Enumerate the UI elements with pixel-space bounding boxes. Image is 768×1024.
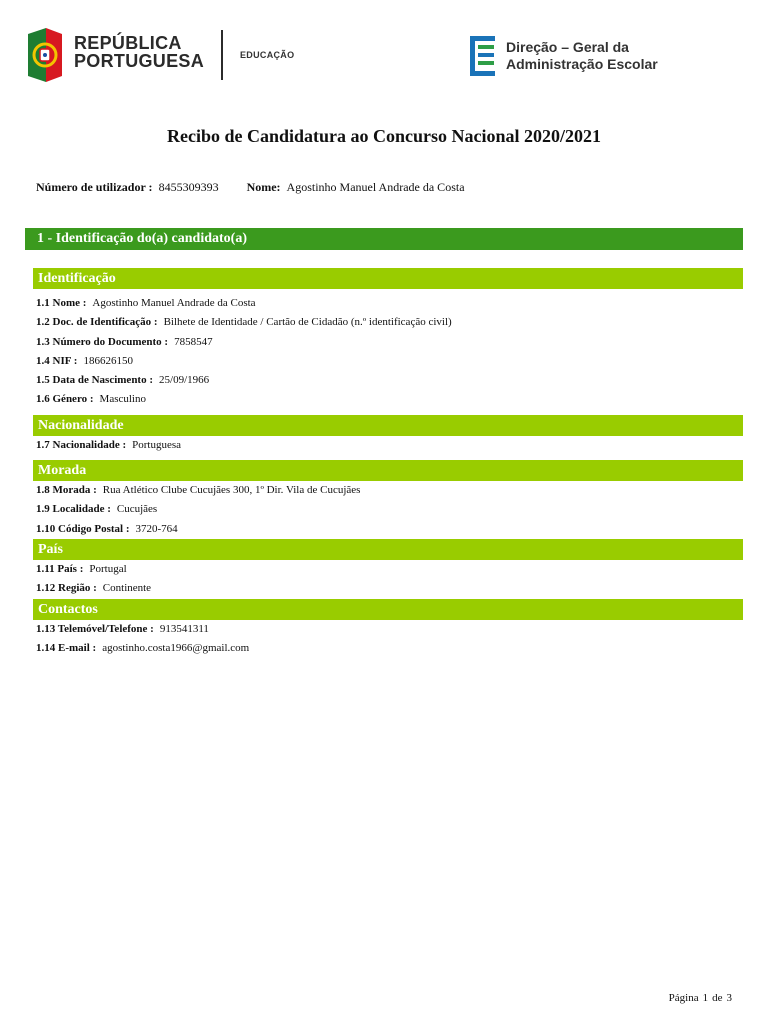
user-name-label: Nome: [246,180,281,194]
field-row [34,500,743,519]
user-info [36,180,465,195]
field-row [34,481,743,500]
field-label: 1.13 Telemóvel/Telefone : [36,622,154,635]
dgae-mark-icon [470,36,496,76]
field-row [34,294,743,313]
field-value: 186626150 [83,354,133,367]
user-number-value: 8455309393 [158,180,219,194]
field-value: Rua Atlético Clube Cucujães 300, 1º Dir. Vila de Cucujães [102,484,361,497]
field-row [34,313,743,332]
field-value: 3720-764 [135,522,178,535]
field-row [34,520,743,539]
field-row [34,620,743,639]
field-label: 1.7 Nacionalidade : [36,438,127,451]
field-row [34,579,743,598]
page-title: Recibo de Candidatura ao Concurso Nacional 2020/2021 [166,126,602,146]
field-label: 1.8 Morada : [36,484,97,497]
field-value: Portugal [89,562,127,575]
field-label: 1.3 Número do Documento : [36,335,169,348]
field-value: 913541311 [159,622,209,635]
group-header-morada: Morada [33,460,743,481]
field-row [34,639,743,658]
dgae-line1: Direção – Geral da [506,39,629,55]
field-label: 1.9 Localidade : [36,503,111,516]
field-value: Bilhete de Identidade / Cartão de Cidadão (n.º identificação civil) [163,316,452,329]
field-label: 1.6 Género : [36,393,94,406]
republica-portuguesa-wordmark [74,34,204,70]
page-total: 3 [726,992,732,1004]
page-label: Página [668,992,699,1004]
user-number-label: Número de utilizador : [36,180,153,194]
republica-line1: REPÚBLICA [74,33,182,53]
field-label: 1.12 Região : [36,582,97,595]
group-header-contactos: Contactos [33,599,743,620]
candidate-details [34,268,743,658]
page-number [669,992,736,1004]
logo-divider [221,30,223,80]
field-label: 1.14 E-mail : [36,641,97,654]
group-header-nacionalidade: Nacionalidade [33,415,743,436]
field-label: 1.4 NIF : [36,354,78,367]
field-label: 1.2 Doc. de Identificação : [36,316,158,329]
field-row [34,352,743,371]
ministry-label: EDUCAÇÃO [240,50,295,60]
portugal-emblem-icon [24,28,64,82]
page-separator: de [712,992,723,1004]
field-row [34,371,743,390]
field-value: 25/09/1966 [159,374,210,387]
field-value: 7858547 [174,335,213,348]
field-row [34,560,743,579]
field-value: agostinho.costa1966@gmail.com [102,641,250,654]
field-label: 1.11 País : [36,562,84,575]
field-value: Masculino [99,393,146,406]
field-value: Agostinho Manuel Andrade da Costa [92,297,256,309]
republica-portuguesa-logo [24,28,324,82]
republica-line2: PORTUGUESA [74,51,205,71]
dgae-wordmark [506,39,658,73]
field-label: 1.1 Nome : [36,297,87,309]
section-header: 1 - Identificação do(a) candidato(a) [25,228,743,250]
page-current: 1 [702,992,709,1004]
field-label: 1.10 Código Postal : [36,522,130,535]
field-row [34,333,743,352]
field-value: Cucujães [116,503,158,516]
user-name-value: Agostinho Manuel Andrade da Costa [286,180,465,194]
group-header-identificacao: Identificação [33,268,743,289]
dgae-logo [470,36,730,76]
group-header-pais: País [33,539,743,560]
field-value: Continente [102,582,152,595]
dgae-line2: Administração Escolar [506,56,658,72]
field-row [34,436,743,455]
field-row [34,390,743,409]
field-value: Portuguesa [132,438,182,451]
field-label: 1.5 Data de Nascimento : [36,374,154,387]
